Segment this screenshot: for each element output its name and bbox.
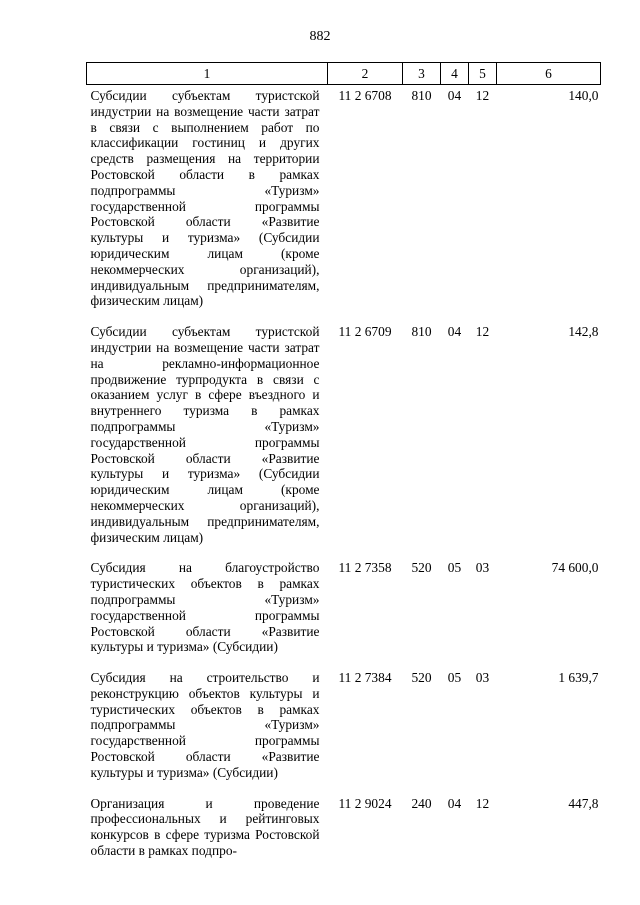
column-header: 4 [441, 63, 469, 85]
row-target-code: 11 2 7358 [338, 560, 392, 576]
row-target-code: 11 2 6709 [338, 324, 392, 340]
row-expense-type: 810 [411, 88, 432, 103]
budget-table [86, 62, 601, 871]
row-subsection: 03 [475, 560, 490, 576]
table-row [87, 667, 601, 793]
row-subsection: 03 [475, 670, 490, 686]
table-header-row [87, 63, 601, 85]
row-amount: 74 600,0 [551, 560, 599, 576]
row-description: Субсидия на благоустройство туристических объектов в рамках подпрограммы «Туризм» государственной программы Ростовской области «Развитие культуры и туризма» (Субсидии) [90, 560, 320, 655]
row-section: 05 [447, 560, 462, 576]
row-expense-type: 810 [411, 324, 432, 340]
row-description: Организация и проведение профессиональных и рейтинговых конкурсов в сфере туризма Ростовской области в рамках подпро- [90, 795, 320, 859]
table-row [87, 85, 601, 322]
column-header: 2 [328, 63, 403, 85]
row-amount: 140,0 [568, 88, 599, 103]
row-amount: 142,8 [568, 324, 599, 340]
table-row [87, 793, 601, 871]
row-amount: 447,8 [568, 795, 599, 811]
row-section: 04 [447, 324, 462, 340]
row-target-code: 11 2 6708 [338, 88, 392, 103]
row-amount: 1 639,7 [558, 670, 599, 686]
table-row [87, 557, 601, 667]
row-description: Субсидия на строительство и реконструкцию объектов культуры и туристических объектов в рамках подпрограммы «Туризм» государственной программы Ростовской области «Развитие культуры и туризма» (Субсидии) [90, 670, 320, 780]
row-expense-type: 240 [411, 795, 432, 811]
row-section: 04 [447, 795, 462, 811]
row-subsection: 12 [475, 88, 490, 103]
row-description: Субсидии субъектам туристской индустрии на возмещение части затрат в связи с выполнением работ по классификации гостиниц и других средств размещения на территории Ростовской области в рамках подпрограммы «Туризм» государственной программы Ростовской области «Развитие культуры и туризма» (Субсидии юридическим лицам (кроме некоммерческих организаций), индивидуальным предпринимателям, физическим лицам) [90, 88, 320, 309]
column-header: 5 [469, 63, 497, 85]
row-target-code: 11 2 9024 [338, 795, 392, 811]
column-header: 1 [87, 63, 328, 85]
page-number: 882 [309, 29, 331, 44]
row-target-code: 11 2 7384 [338, 670, 392, 686]
row-expense-type: 520 [411, 670, 432, 686]
row-expense-type: 520 [411, 560, 432, 576]
row-section: 04 [447, 88, 462, 103]
column-header: 6 [497, 63, 601, 85]
row-subsection: 12 [475, 324, 490, 340]
row-subsection: 12 [475, 795, 490, 811]
table-row [87, 321, 601, 557]
column-header: 3 [403, 63, 441, 85]
row-section: 05 [447, 670, 462, 686]
row-description: Субсидии субъектам туристской индустрии на возмещение части затрат на рекламно-информационное продвижение турпродукта в связи с оказанием услуг в сфере въездного и внутреннего туризма в рамках подпрограммы «Туризм» государственной программы Ростовской области «Развитие культуры и туризма» (Субсидии юридическим лицам (кроме некоммерческих организаций), индивидуальным предпринимателям, физическим лицам) [90, 324, 320, 545]
